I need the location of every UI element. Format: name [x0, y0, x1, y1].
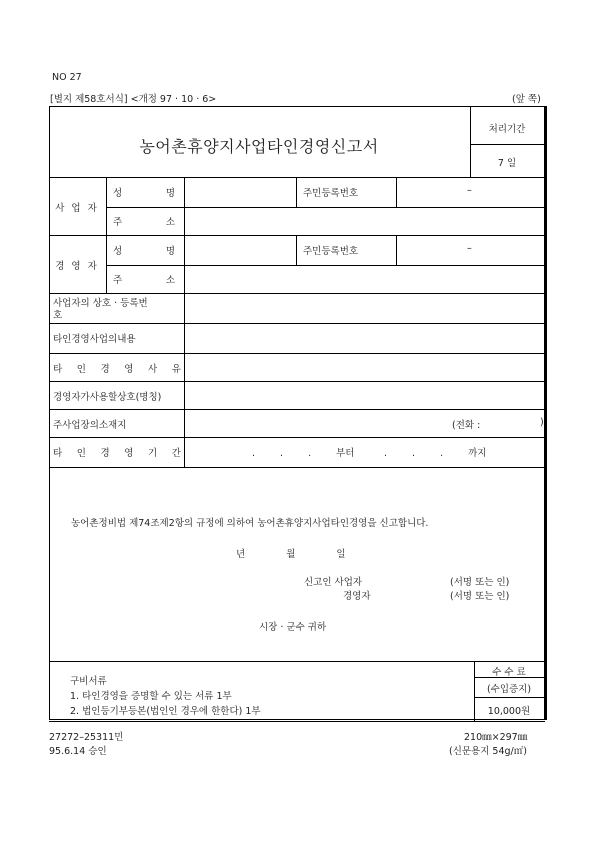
document-number: NO 27: [52, 72, 82, 83]
processing-period-value: 7 일: [497, 158, 517, 169]
required-documents-label: 구비서류: [70, 676, 107, 687]
footer-rule: [49, 721, 545, 722]
owner-name-label: 성 명: [113, 188, 175, 199]
trade-name-label-line2: 호: [53, 310, 63, 321]
period-to: . . . 까지: [384, 448, 487, 459]
date-line: 년 월 일: [236, 549, 346, 560]
page-side-label: (앞 쪽): [512, 94, 541, 105]
owner-rrn-label: 주민등록번호: [303, 188, 359, 199]
paper-type: (신문용지 54g/㎡): [449, 746, 527, 757]
fee-amount: 10,000원: [487, 706, 531, 717]
addressee: 시장 · 군수 귀하: [259, 622, 327, 633]
fee-sublabel: (수입증지): [486, 684, 532, 695]
location-label: 주사업장의소재지: [53, 420, 127, 431]
declaration-statement: 농어촌정비법 제74조제2항의 규정에 의하여 농어촌휴양지사업타인경영을 신고합니다.: [71, 518, 429, 529]
owner-rrn-dash: –: [467, 185, 472, 196]
processing-period-label: 처리기간: [488, 124, 526, 135]
required-document-1: 1. 타인경영을 증명할 수 있는 서류 1부: [70, 691, 232, 702]
trade-used-label: 경영자가사용할상호(명칭): [53, 392, 162, 403]
operator-sign-label: 경영자: [343, 591, 371, 602]
operator-name-label: 성 명: [113, 246, 175, 257]
operator-signature: (서명 또는 인): [450, 591, 510, 602]
approval-date: 95.6.14 승인: [49, 746, 107, 757]
trade-name-label-line1: 사업자의 상호 · 등록번: [53, 298, 148, 309]
business-owner-group-label: 사 업 자: [55, 203, 99, 214]
period-from: . . . 부터: [252, 448, 355, 459]
operator-address-label: 주 소: [113, 275, 175, 286]
reporter-label: 신고인 사업자: [304, 577, 363, 588]
reporter-signature: (서명 또는 인): [450, 577, 510, 588]
reason-label: 타 인 경 영 사 유: [53, 364, 181, 375]
form-title: 농어촌휴양지사업타인경영신고서: [139, 137, 379, 156]
period-label: 타 인 경 영 기 간: [53, 448, 181, 459]
fee-label: 수 수 료: [492, 667, 526, 678]
required-document-2: 2. 법인등기부등본(법인인 경우에 한한다) 1부: [70, 706, 261, 717]
operator-rrn-dash: –: [467, 243, 472, 254]
operator-rrn-label: 주민등록번호: [303, 246, 359, 257]
form-code: 27272–25311민: [49, 732, 124, 743]
phone-close: ): [540, 417, 544, 428]
form-reference: [별지 제58호서식] <개정 97 · 10 · 6>: [50, 94, 217, 105]
business-content-label: 타인경영사업의내용: [53, 334, 136, 345]
owner-address-label: 주 소: [113, 217, 175, 228]
operator-group-label: 경 영 자: [55, 261, 99, 272]
phone-label: (전화 :: [452, 420, 481, 431]
paper-size: 210㎜×297㎜: [464, 732, 528, 743]
